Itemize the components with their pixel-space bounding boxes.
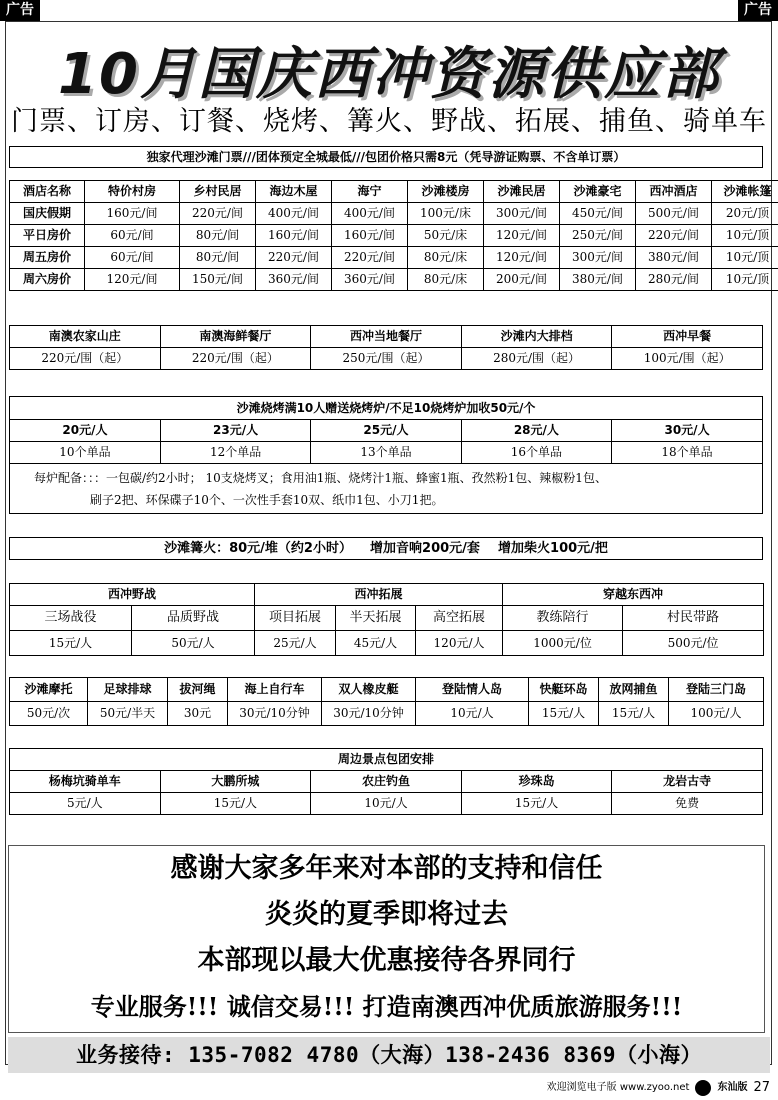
activity-group: 西冲拓展 <box>255 584 503 606</box>
activity-item: 教练陪行 <box>503 606 623 631</box>
table-row <box>10 702 764 726</box>
price-cell: 30元/10分钟 <box>322 702 416 726</box>
price-cell: 10元/顶 <box>712 247 778 269</box>
price-cell: 120元/人 <box>416 631 503 656</box>
room-header-cell: 乡村民居 <box>180 181 256 203</box>
price-cell: 400元/间 <box>332 203 408 225</box>
page-number: 27 <box>753 1080 770 1095</box>
ad-label-left: 广告 <box>0 0 40 21</box>
row-label: 平日房价 <box>10 225 85 247</box>
price-cell: 250元/围（起） <box>311 348 462 370</box>
extra-name: 快艇环岛 <box>529 678 599 702</box>
row-label: 周六房价 <box>10 269 85 291</box>
price-cell: 15元/人 <box>461 793 612 815</box>
tour-name: 大鹏所城 <box>160 771 311 793</box>
room-header-cell: 沙滩帐篷 <box>712 181 778 203</box>
price-cell: 60元/间 <box>85 225 180 247</box>
price-cell: 160元/间 <box>256 225 332 247</box>
extra-name: 海上自行车 <box>228 678 322 702</box>
activity-item: 高空拓展 <box>416 606 503 631</box>
activity-table <box>9 583 764 656</box>
restaurant-table <box>9 325 763 370</box>
price-cell: 120元/间 <box>484 225 560 247</box>
table-row <box>10 203 778 225</box>
thanks-line: 感谢大家多年来对本部的支持和信任 <box>170 853 603 884</box>
footer-edition: 东汕版 <box>717 1082 748 1093</box>
thanks-line: 专业服务!!! 诚信交易!!! 打造南澳西冲优质旅游服务!!! <box>90 992 683 1021</box>
room-header-cell: 海边木屋 <box>256 181 332 203</box>
price-cell: 120元/间 <box>484 247 560 269</box>
tour-title: 周边景点包团安排 <box>10 749 763 771</box>
table-row <box>10 442 762 464</box>
room-header-cell: 特价村房 <box>85 181 180 203</box>
table-row <box>10 771 763 793</box>
price-cell: 360元/间 <box>256 269 332 291</box>
row-label: 国庆假期 <box>10 203 85 225</box>
price-cell: 10元/顶 <box>712 225 778 247</box>
price-cell: 15元/人 <box>599 702 669 726</box>
price-cell: 450元/间 <box>560 203 636 225</box>
page-footer <box>547 1078 770 1098</box>
room-header-cell: 海宁 <box>332 181 408 203</box>
price-cell: 25元/人 <box>255 631 336 656</box>
equipment-line: 刷子2把、环保碟子10个、一次性手套10双、纸巾1包、小刀1把。 <box>90 493 444 507</box>
restaurant-name: 沙滩内大排档 <box>461 326 612 348</box>
bbq-items: 18个单品 <box>612 442 762 464</box>
bbq-price: 20元/人 <box>10 420 160 442</box>
price-cell: 10元/人 <box>416 702 529 726</box>
price-cell: 380元/间 <box>636 247 712 269</box>
price-cell: 500元/位 <box>623 631 764 656</box>
price-cell: 160元/间 <box>332 225 408 247</box>
tour-table <box>9 748 763 815</box>
extras-table <box>9 677 764 726</box>
price-cell: 10元/顶 <box>712 269 778 291</box>
price-cell: 500元/间 <box>636 203 712 225</box>
bonfire-line: 沙滩篝火：80元/堆（约2小时） 增加音响200元/套 增加柴火100元/把 <box>9 537 763 560</box>
price-cell: 380元/间 <box>560 269 636 291</box>
extra-name: 沙滩摩托 <box>10 678 88 702</box>
activity-item: 品质野战 <box>132 606 255 631</box>
price-cell: 200元/间 <box>484 269 560 291</box>
bbq-price: 28元/人 <box>461 420 611 442</box>
ticket-notice: 独家代理沙滩门票///团体预定全城最低///包团价格只需8元（凭导游证购票、不含单订票） <box>9 146 763 168</box>
price-cell: 1000元/位 <box>503 631 623 656</box>
room-header-cell: 酒店名称 <box>10 181 85 203</box>
service-list: 门票、订房、订餐、烧烤、篝火、野战、拓展、捕鱼、骑单车 <box>11 106 767 137</box>
price-cell: 50元/床 <box>408 225 484 247</box>
table-row <box>10 420 762 442</box>
price-cell: 60元/间 <box>85 247 180 269</box>
restaurant-name: 西冲早餐 <box>612 326 763 348</box>
tour-name: 龙岩古寺 <box>612 771 763 793</box>
thanks-line: 本部现以最大优惠接待各界同行 <box>197 945 576 976</box>
room-header-cell: 沙滩豪宅 <box>560 181 636 203</box>
bbq-price: 25元/人 <box>311 420 461 442</box>
room-header-cell: 西冲酒店 <box>636 181 712 203</box>
extra-name: 拔河绳 <box>168 678 228 702</box>
table-row <box>10 326 763 348</box>
table-row <box>10 606 764 631</box>
table-row <box>10 793 763 815</box>
bbq-items: 10个单品 <box>10 442 160 464</box>
price-cell: 50元/半天 <box>88 702 168 726</box>
contact-bar: 业务接待: 135-7082 4780（大海）138-2436 8369（小海） <box>8 1037 770 1073</box>
price-cell: 220元/间 <box>332 247 408 269</box>
price-cell: 100元/围（起） <box>612 348 763 370</box>
price-cell: 280元/间 <box>636 269 712 291</box>
price-cell: 30元/10分钟 <box>228 702 322 726</box>
price-cell: 220元/围（起） <box>160 348 311 370</box>
extra-name: 放网捕鱼 <box>599 678 669 702</box>
bbq-items: 13个单品 <box>311 442 461 464</box>
price-cell: 45元/人 <box>336 631 416 656</box>
price-cell: 300元/间 <box>560 247 636 269</box>
price-cell: 220元/间 <box>636 225 712 247</box>
activity-group: 西冲野战 <box>10 584 255 606</box>
restaurant-name: 南澳农家山庄 <box>10 326 161 348</box>
price-cell: 220元/间 <box>180 203 256 225</box>
table-row <box>10 348 763 370</box>
extra-name: 登陆三门岛 <box>669 678 764 702</box>
price-cell: 360元/间 <box>332 269 408 291</box>
tour-name: 农庄钓鱼 <box>311 771 462 793</box>
room-header-cell: 沙滩民居 <box>484 181 560 203</box>
bbq-equipment <box>10 464 762 511</box>
price-cell: 10元/人 <box>311 793 462 815</box>
room-header-row <box>10 181 778 203</box>
price-cell: 15元/人 <box>529 702 599 726</box>
thanks-line: 炎炎的夏季即将过去 <box>265 899 508 930</box>
thanks-box <box>8 845 765 1033</box>
bbq-table <box>10 420 762 464</box>
price-cell: 20元/顶 <box>712 203 778 225</box>
price-cell: 5元/人 <box>10 793 161 815</box>
price-cell: 15元/人 <box>160 793 311 815</box>
room-price-table <box>9 180 778 291</box>
table-row <box>10 631 764 656</box>
price-cell: 280元/围（起） <box>461 348 612 370</box>
price-cell: 50元/次 <box>10 702 88 726</box>
extra-name: 足球排球 <box>88 678 168 702</box>
price-cell: 80元/床 <box>408 247 484 269</box>
row-label: 周五房价 <box>10 247 85 269</box>
tour-name: 杨梅坑骑单车 <box>10 771 161 793</box>
price-cell: 免费 <box>612 793 763 815</box>
price-cell: 220元/围（起） <box>10 348 161 370</box>
extra-name: 登陆情人岛 <box>416 678 529 702</box>
table-row <box>10 247 778 269</box>
table-row <box>10 269 778 291</box>
activity-item: 项目拓展 <box>255 606 336 631</box>
tour-name: 珍珠岛 <box>461 771 612 793</box>
price-cell: 220元/间 <box>256 247 332 269</box>
bbq-items: 16个单品 <box>461 442 611 464</box>
table-row <box>10 584 764 606</box>
table-row <box>10 678 764 702</box>
price-cell: 80元/间 <box>180 225 256 247</box>
bbq-items: 12个单品 <box>160 442 310 464</box>
restaurant-name: 南澳海鲜餐厅 <box>160 326 311 348</box>
table-row <box>10 225 778 247</box>
bbq-title: 沙滩烧烤满10人赠送烧烤炉/不足10烧烤炉加收50元/个 <box>10 397 762 420</box>
room-header-cell: 沙滩楼房 <box>408 181 484 203</box>
price-cell: 15元/人 <box>10 631 132 656</box>
equipment-line: 每炉配备：：：一包碳/约2小时； 10支烧烤叉；食用油1瓶、烧烤汁1瓶、蜂蜜1瓶、孜然粉1包、辣椒粉1包、 <box>34 471 607 485</box>
ad-label-right: 广告 <box>738 0 778 21</box>
price-cell: 160元/间 <box>85 203 180 225</box>
price-cell: 300元/间 <box>484 203 560 225</box>
price-cell: 100元/床 <box>408 203 484 225</box>
price-cell: 80元/床 <box>408 269 484 291</box>
bbq-price: 30元/人 <box>612 420 762 442</box>
table-row <box>10 749 763 771</box>
activity-item: 村民带路 <box>623 606 764 631</box>
footer-text: 欢迎浏览电子版 www.zyoo.net <box>546 1082 690 1093</box>
price-cell: 30元 <box>168 702 228 726</box>
restaurant-name: 西冲当地餐厅 <box>311 326 462 348</box>
price-cell: 50元/人 <box>132 631 255 656</box>
price-cell: 120元/间 <box>85 269 180 291</box>
bbq-section <box>9 396 763 514</box>
bbq-price: 23元/人 <box>160 420 310 442</box>
activity-item: 半天拓展 <box>336 606 416 631</box>
activity-item: 三场战役 <box>10 606 132 631</box>
price-cell: 100元/人 <box>669 702 764 726</box>
page-title: 10月国庆西冲资源供应部 <box>58 42 720 107</box>
price-cell: 250元/间 <box>560 225 636 247</box>
activity-group: 穿越东西冲 <box>503 584 764 606</box>
price-cell: 400元/间 <box>256 203 332 225</box>
extra-name: 双人橡皮艇 <box>322 678 416 702</box>
magazine-logo-icon <box>695 1080 711 1096</box>
price-cell: 150元/间 <box>180 269 256 291</box>
price-cell: 80元/间 <box>180 247 256 269</box>
